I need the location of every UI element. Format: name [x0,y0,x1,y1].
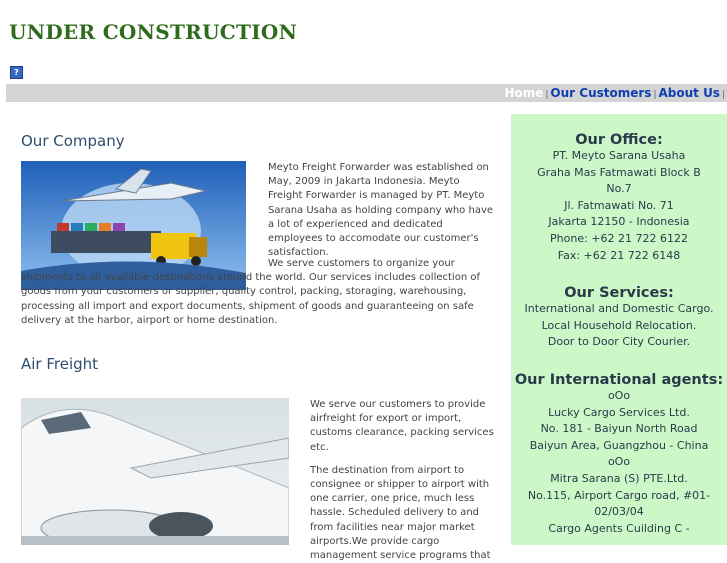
airplane-image [21,398,289,545]
agent-line: Mitra Sarana (S) PTE.Ltd. [550,471,688,485]
service-item: Door to Door City Courier. [547,335,691,349]
agent-line: Baiyun Area, Guangzhou - China [529,438,709,452]
agent-separator: oOo [607,455,631,469]
nav-separator: | [653,90,657,100]
agents-list [511,388,727,537]
agent-separator: oOo [607,388,631,402]
nav-separator: | [545,90,549,100]
help-icon[interactable]: ? [10,66,23,79]
agent-line: Lucky Cargo Services Ltd. [548,405,690,419]
office-line: Jakarta 12150 - Indonesia [548,215,690,229]
nav-about-link[interactable]: About Us [658,86,720,100]
company-services-text: We serve customers to organize your shipments to all available destinations around the world. Our services includes collection of goods from your customers or supplier, quality control, packing, storaging, warehousing, processing all import and export documents, shipment of goods and guaranteeing on safe delivery at the harbor, airport or home destination. [21,258,480,326]
service-item: Local Household Relocation. [541,318,697,332]
services-list [511,301,727,351]
agents-heading: Our International agents: [514,371,724,388]
agent-line: No.115, Airport Cargo road, #01- [527,488,711,502]
agent-line: No. 181 - Baiyun North Road [540,422,698,436]
contact-sidebar [511,114,727,545]
office-line: Jl. Fatmawati No. 71 [564,198,674,212]
office-address [511,148,727,264]
agent-line: 02/03/04 [594,505,644,519]
top-nav [6,84,727,102]
office-line: Graha Mas Fatmawati Block B [537,165,701,179]
office-fax: Fax: +62 21 722 6148 [557,248,681,262]
office-line: No.7 [606,182,632,196]
air-freight-heading: Air Freight [21,355,99,373]
office-heading: Our Office: [575,132,663,148]
nav-home-link[interactable]: Home [504,86,544,100]
agent-line: Cargo Agents Cuilding C - [548,521,690,535]
service-item: International and Domestic Cargo. [524,302,714,316]
air-freight-details-text: The destination from airport to consignee or shipper to airport with one carrier, one price, much less hassle. Scheduled delivery to and from facilities near major market airports.We provide cargo management service programs that [310,464,491,562]
page-banner: UNDER CONSTRUCTION [9,20,298,44]
office-phone: Phone: +62 21 722 6122 [550,231,688,245]
office-line: PT. Meyto Sarana Usaha [552,149,686,162]
company-heading: Our Company [21,132,125,150]
air-freight-intro-text: We serve our customers to provide airfreight for export or import, customs clearance, packing services etc. [310,399,494,453]
services-heading: Our Services: [564,285,674,302]
company-intro-text: Meyto Freight Forwarder was established on May, 2009 in Jakarta Indonesia. Meyto Freight Forwarder is managed by PT. Meyto Sarana Usaha as holding company who have a lot of experienced and dedicated employees to accomodate our customer's satisfaction. [268,162,494,259]
nav-separator: | [721,90,725,100]
nav-customers-link[interactable]: Our Customers [550,86,652,100]
